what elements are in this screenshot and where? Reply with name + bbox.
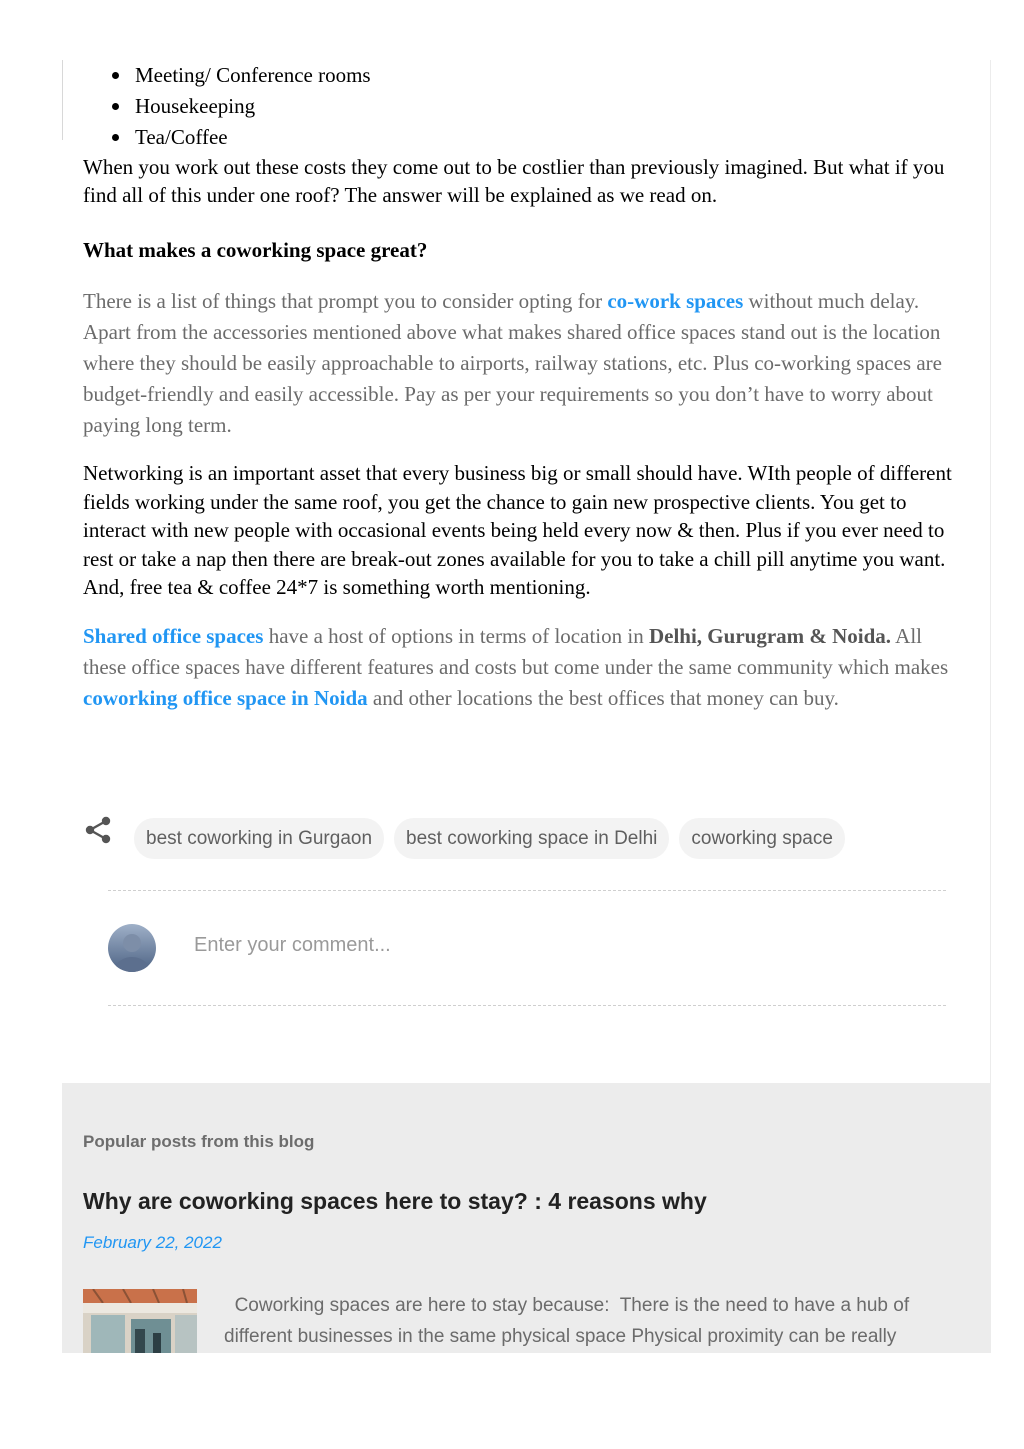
divider <box>108 1005 946 1006</box>
text: and other locations the best offices that money can buy. <box>367 686 839 710</box>
right-border <box>990 60 991 1084</box>
popular-posts-section <box>62 1083 991 1353</box>
text: have a host of options in terms of location in <box>263 624 649 648</box>
amenities-list <box>135 62 371 155</box>
text: without much delay. Apart from the accessories mentioned above what makes shared office spaces stand out is the location where they should be easily approachable to airports, railway stations, etc. Plus co-working spaces are budget-friendly and easily accessible. Pay as per your requirements so you don’t have to worry about paying long term. <box>83 289 942 437</box>
post-date[interactable]: February 22, 2022 <box>83 1233 222 1252</box>
avatar-icon <box>108 924 156 972</box>
text: All these office spaces have different features and costs but come under the same community which makes <box>83 624 949 679</box>
label-chip[interactable]: best coworking space in Delhi <box>394 818 669 859</box>
paragraph-shared-offices <box>83 621 963 714</box>
post-excerpt: Coworking spaces are here to stay because: There is the need to have a hub of different businesses in the same physical space Physical proximity can be really <box>224 1295 915 1347</box>
divider <box>108 890 946 891</box>
share-icon[interactable] <box>84 815 112 845</box>
popular-posts-heading: Popular posts from this blog <box>83 1132 315 1151</box>
paragraph-costs: When you work out these costs they come out to be costlier than previously imagined. But what if you find all of this under one roof? The answer will be explained as we read on. <box>83 155 945 207</box>
left-border <box>62 60 63 140</box>
paragraph-list-of-things <box>83 286 963 441</box>
list-item: Meeting/ Conference rooms <box>135 62 371 93</box>
post-title-link[interactable]: Why are coworking spaces here to stay? : 4 reasons why <box>83 1188 707 1214</box>
paragraph-networking: Networking is an important asset that every business big or small should have. WIth people of different fields working under the same roof, you get the chance to gain new prospective clients. You get to interact with new people with occasional events being held every now & then. Plus if you ever need to rest or take a nap then there are break-out zones available for you to take a chill pill anytime you want. And, free tea & coffee 24*7 is something worth mentioning. <box>83 461 952 599</box>
list-item: Tea/Coffee <box>135 124 371 155</box>
avatar <box>108 924 156 972</box>
shared-office-spaces-link[interactable]: Shared office spaces <box>83 624 264 648</box>
text: There is a list of things that prompt you to consider opting for <box>83 289 608 313</box>
co-work-spaces-link[interactable]: co-work spaces <box>607 289 744 313</box>
coworking-noida-link[interactable]: coworking office space in Noida <box>83 686 368 710</box>
label-chip[interactable]: coworking space <box>679 818 845 859</box>
list-item: Housekeeping <box>135 93 371 124</box>
label-chip[interactable]: best coworking in Gurgaon <box>134 818 384 859</box>
label-chips <box>134 818 845 859</box>
comment-input[interactable]: Enter your comment... <box>194 934 391 956</box>
locations-bold: Delhi, Gurugram & Noida. <box>648 624 892 648</box>
section-heading: What makes a coworking space great? <box>83 238 428 262</box>
post-thumbnail[interactable] <box>83 1289 197 1353</box>
